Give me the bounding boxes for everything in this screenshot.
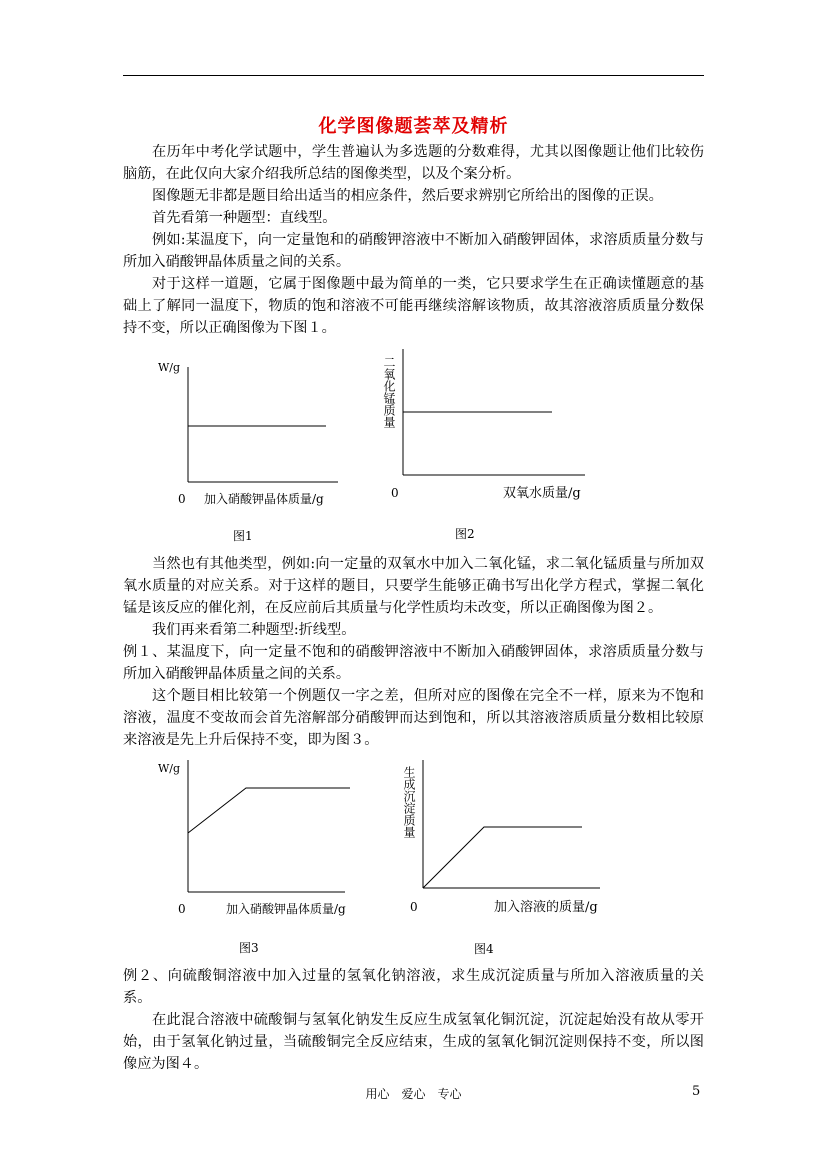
figure-3-line (188, 788, 350, 833)
figure-1-ylabel: W/g (158, 361, 181, 374)
page-title: 化学图像题荟萃及精析 (318, 116, 509, 137)
figure-4-line (423, 827, 582, 888)
figure-4-caption: 图4 (474, 942, 494, 956)
paragraph: 在历年中考化学试题中，学生普遍认为多选题的分数难得，尤其以图像题让他们比较伤脑筋，在此仅向大家介绍我所总结的图像类型，以及个案分析。 (123, 144, 704, 182)
figure-1-origin: 0 (178, 492, 186, 506)
figure-2-xlabel: 双氧水质量/g (503, 486, 581, 501)
figure-3 (158, 760, 350, 955)
page-number: 5 (692, 1084, 701, 1099)
paragraph: 例１、某温度下，向一定量不饱和的硝酸钾溶液中不断加入硝酸钾固体，求溶质质量分数与所加入硝酸钾晶体质量之间的关系。 (123, 644, 704, 682)
figure-4 (402, 760, 600, 956)
paragraph: 我们再来看第二种题型:折线型。 (152, 622, 356, 638)
figure-4-xlabel: 加入溶液的质量/g (494, 900, 598, 915)
ending-section (123, 965, 704, 1075)
figure-2-origin: 0 (391, 486, 399, 500)
paragraph: 图像题无非都是题目给出适当的相应条件，然后要求辨别它所给出的图像的正误。 (152, 188, 663, 204)
figure-1-caption: 图1 (233, 529, 253, 543)
paragraph: 例２、向硫酸铜溶液中加入过量的氢氧化钠溶液，求生成沉淀质量与所加入溶液质量的关系。 (123, 968, 704, 1006)
paragraph: 对于这样一道题，它属于图像题中最为简单的一类，它只要求学生在正确读懂题意的基础上了解同一温度下，物质的饱和溶液不可能再继续溶解该物质，故其溶液溶质质量分数保持不变，所以正确图像为下图１。 (123, 276, 704, 336)
paragraph: 当然也有其他类型，例如:向一定量的双氧水中加入二氧化锰，求二氧化锰质量与所加双氧水质量的对应关系。对于这样的题目，只要学生能够正确书写出化学方程式，掌握二氧化锰是该反应的催化剂，在反应前后其质量与化学性质均未改变，所以正确图像为图２。 (123, 556, 704, 616)
figure-4-ylabel: 生成沉淀质量 (402, 766, 416, 838)
paragraph: 在此混合溶液中硫酸铜与氢氧化钠发生反应生成氢氧化铜沉淀，沉淀起始没有故从零开始，由于氢氧化钠过量，当硫酸铜完全反应结束，生成的氢氧化铜沉淀则保持不变，所以图像应为图４。 (123, 1012, 704, 1072)
figure-3-origin: 0 (178, 902, 186, 916)
figure-3-ylabel: W/g (158, 762, 181, 775)
figure-1-xlabel: 加入硝酸钾晶体质量/g (204, 492, 324, 506)
figure-3-xlabel: 加入硝酸钾晶体质量/g (226, 902, 346, 916)
figure-4-origin: 0 (410, 900, 418, 914)
paragraph: 例如:某温度下，向一定量饱和的硝酸钾溶液中不断加入硝酸钾固体，求溶质质量分数与所加入硝酸钾晶体质量之间的关系。 (123, 232, 704, 270)
figure-3-caption: 图3 (239, 941, 259, 955)
figure-2-caption: 图2 (455, 527, 475, 541)
paragraph: 首先看第一种题型：直线型。 (152, 210, 337, 226)
paragraph: 这个题目相比较第一个例题仅一字之差，但所对应的图像在完全不一样，原来为不饱和溶液，温度不变故而会首先溶解部分硝酸钾而达到饱和，所以其溶液溶质质量分数相比较原来溶液是先上升后保持不变，即为图３。 (123, 688, 704, 748)
figure-2-ylabel: 二氧化锰质量 (382, 356, 396, 428)
page-footer: 用心 爱心 专心 (365, 1087, 462, 1101)
